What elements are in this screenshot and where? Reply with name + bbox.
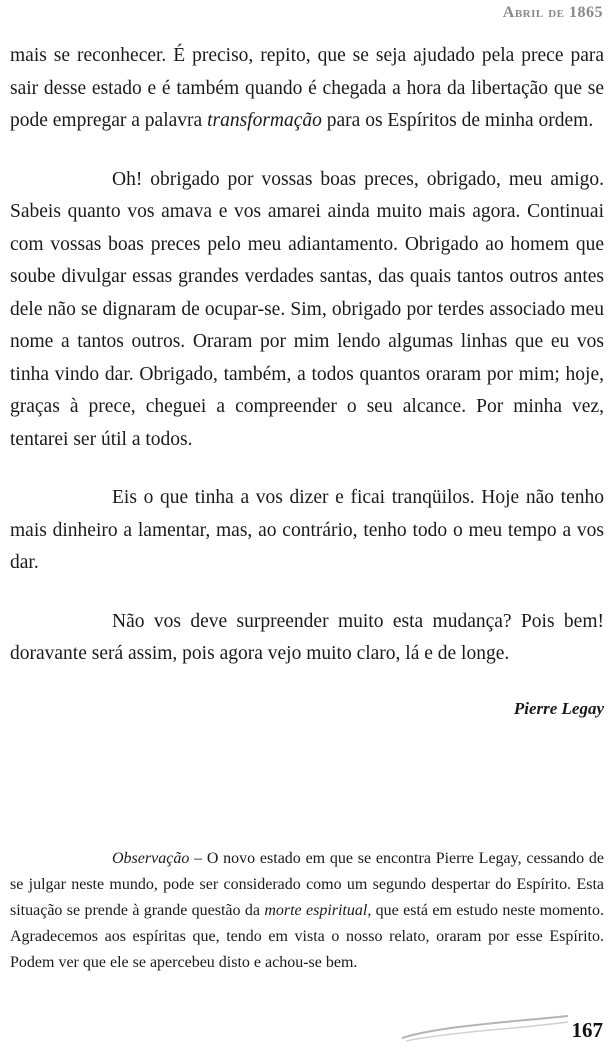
decorative-swoosh-icon — [400, 1012, 570, 1044]
paragraph-2: Oh! obrigado por vossas boas preces, obrigado, meu amigo. Sabeis quanto vos amava e vos amarei ainda muito mais agora. Continuai com vossas boas preces pelo meu adiantamento. Obrigado ao homem que soube divulgar essas grandes verdades santas, das quais tantos outros antes dele não se dignaram de ocupar-se. Sim, obrigado por terdes associado meu nome a tantos outros. Oraram por mim lendo algumas linhas que eu vos tinha vindo dar. Obrigado, também, a todos quantos oraram por mim; hoje, graças à prece, cheguei a compreender o seu alcance. Por minha vez, tentarei ser útil a todos. — [10, 168, 604, 450]
running-header: Abril de 1865 — [502, 4, 603, 21]
note-text-2: , que está em estudo neste momento. Agradecemos aos espíritas que, tendo em vista o nosso relato, oraram por esse Espírito. Podem ver que ele se apercebeu disto e achou-se bem. — [10, 902, 605, 971]
emphasis-word: transformação — [207, 110, 322, 131]
main-text — [10, 40, 604, 747]
page-number: 167 — [571, 1018, 603, 1042]
signature: Pierre Legay — [513, 698, 604, 718]
note-label: Observação — [112, 850, 190, 867]
page-footer — [0, 1008, 611, 1048]
observation-note — [10, 846, 604, 976]
paragraph-3: Eis o que tinha a vos dizer e ficai tranqüilos. Hoje não tenho mais dinheiro a lamentar, mas, ao contrário, tenho todo o meu tempo a vos dar. — [10, 487, 604, 573]
paragraph-1 — [10, 40, 604, 138]
paragraph-1-text: mais se reconhecer. É preciso, repito, que se seja ajudado pela prece para sair desse estado e é também quando é chegada a hora da libertação que se pode empregar a palavra — [10, 45, 604, 131]
paragraph-1-end: para os Espíritos de minha ordem. — [321, 110, 594, 131]
note-italic: morte espiritual — [264, 902, 368, 919]
paragraph-4: Não vos deve surpreender muito esta mudança? Pois bem! doravante será assim, pois agora vejo muito claro, lá e de longe. — [10, 610, 604, 664]
note-text-1: – O novo estado em que se encontra Pierre Legay, cessando de se julgar neste mundo, pode ser considerado como um segundo despertar do Espírito. Esta situação se prende à grande questão da — [10, 850, 604, 919]
